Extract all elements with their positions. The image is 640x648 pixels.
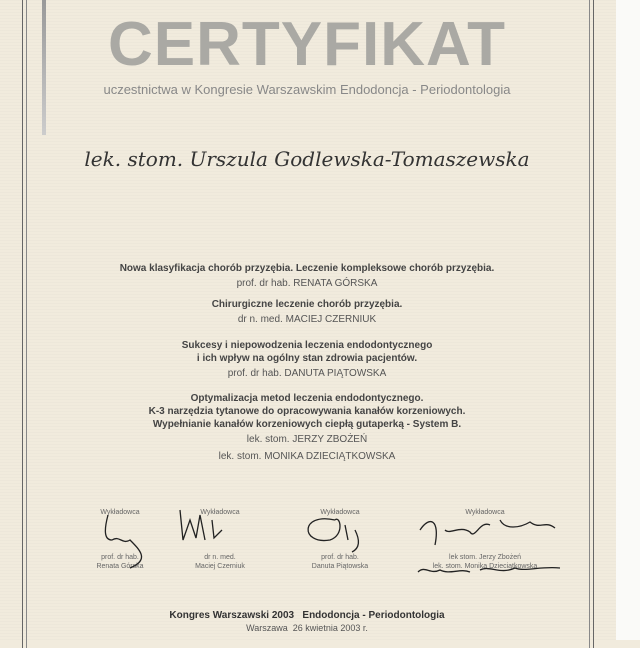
signature-role: Wykładowca [200,509,240,516]
lecture-author: prof. dr hab. DANUTA PIĄTOWSKA [227,368,387,379]
signature-role: Wykładowca [320,509,360,516]
recipient-name: lek. stom. Urszula Godlewska-Tomaszewska [84,147,530,171]
signature-czerniuk [180,510,222,540]
lecture-author: lek. stom. JERZY ZBOŻEŃ [246,434,368,445]
signature-line: Renata Górska [96,563,144,570]
lecture-author: lek. stom. MONIKA DZIECIĄTKOWSKA [218,451,396,462]
lecture-title: Chirurgiczne leczenie chorób przyzębia. [211,299,403,310]
lecture-author: dr n. med. MACIEJ CZERNIUK [237,314,377,325]
signature-line: lek stom. Jerzy Zbożeń [449,554,521,561]
signature-zbozen [420,520,555,545]
signature-role: Wykładowca [465,509,505,516]
lecture-title: Nowa klasyfikacja chorób przyzębia. Leczenie kompleksowe chorób przyzębia. [119,263,495,274]
footer-event: Kongres Warszawski 2003 Endodoncja - Periodontologia [169,610,445,621]
signature-piatowska [308,519,358,552]
certificate-title: CERTYFIKAT [107,10,507,79]
lecture-author: prof. dr hab. RENATA GÓRSKA [236,278,378,289]
signature-role: Wykładowca [100,509,140,516]
signature-line: dr n. med. [204,554,236,561]
signature-line: Maciej Czerniuk [195,563,245,570]
signature-gorska [105,515,141,568]
signature-dzieciatkowska [418,568,560,572]
certificate-subtitle: uczestnictwa w Kongresie Warszawskim Endodoncja - Periodontologia [103,82,511,97]
lecture-title: K-3 narzędzia tytanowe do opracowywania kanałów korzeniowych. [148,406,466,417]
signature-line: Danuta Piątowska [311,563,369,570]
signature-line: prof. dr hab. [321,554,359,561]
lecture-title: Wypełnianie kanałów korzeniowych ciepłą gutaperką - System B. [152,419,462,430]
signature-line: lek. stom. Monika Dzieciątkowska [432,563,538,570]
lecture-title: Sukcesy i niepowodzenia leczenia endodontycznego [181,340,433,351]
footer-place-date: Warszawa 26 kwietnia 2003 r. [246,623,368,633]
lecture-title: Optymalizacja metod leczenia endodontycznego. [190,393,424,404]
signature-line: prof. dr hab. [101,554,139,561]
lecture-title: i ich wpływ na ogólny stan zdrowia pacjentów. [196,353,418,364]
